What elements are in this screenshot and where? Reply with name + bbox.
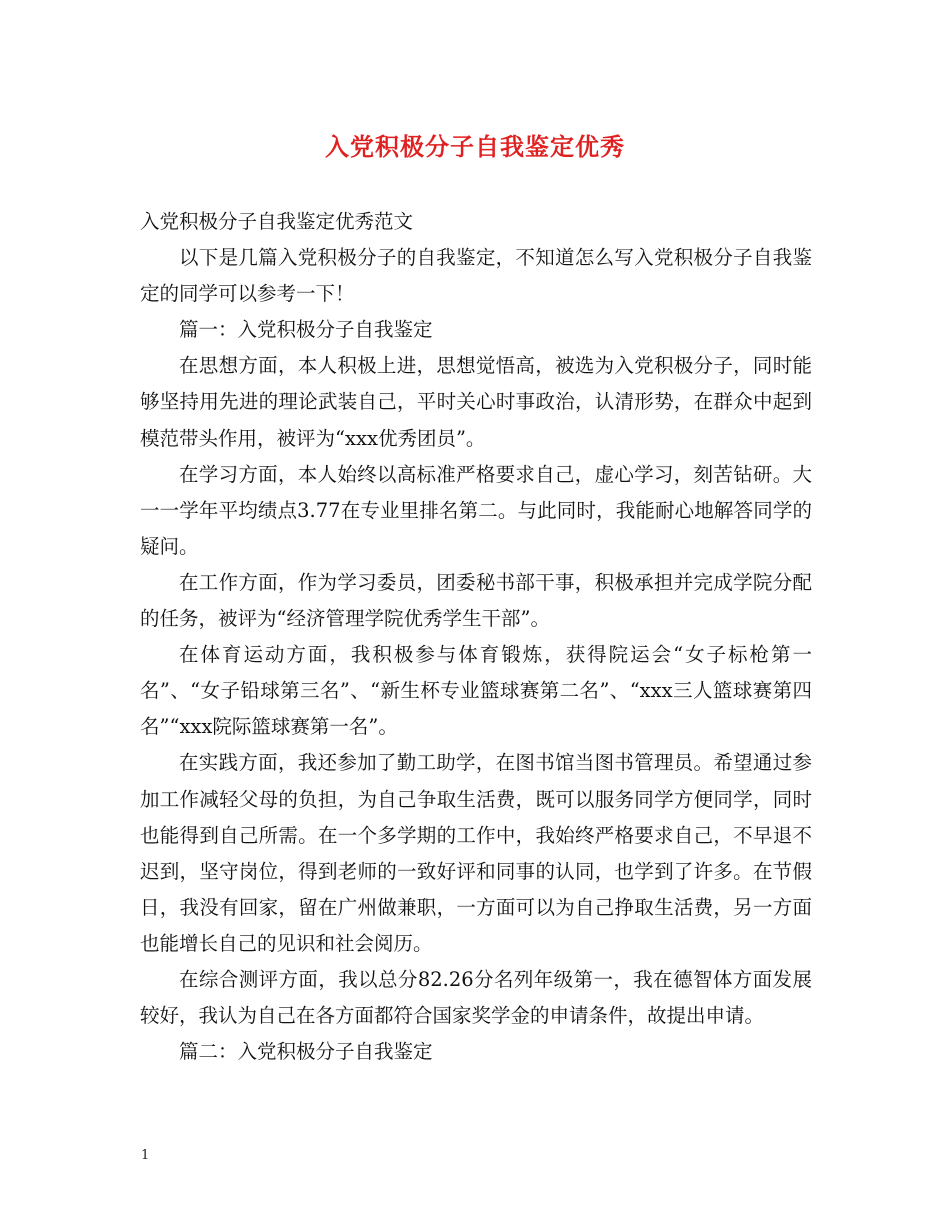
document-body — [140, 204, 812, 1070]
paragraph-ideology: 在思想方面，本人积极上进，思想觉悟高，被选为入党积极分子，同时能够坚持用先进的理论武装自己，平时关心时事政治，认清形势，在群众中起到模范带头作用，被评为“xxx优秀团员”。 — [140, 354, 812, 450]
section-heading-2: 篇二：入党积极分子自我鉴定 — [179, 1040, 433, 1064]
paragraph-study: 在学习方面，本人始终以高标准严格要求自己，虚心学习，刻苦钻研。大一一学年平均绩点3.77在专业里排名第二。与此同时，我能耐心地解答同学的疑问。 — [140, 462, 812, 558]
section-heading-1: 篇一：入党积极分子自我鉴定 — [179, 318, 433, 342]
paragraph-evaluation: 在综合测评方面，我以总分82.26分名列年级第一，我在德智体方面发展较好，我认为自己在各方面都符合国家奖学金的申请条件，故提出申请。 — [140, 967, 812, 1028]
page-number: 1 — [141, 1148, 150, 1163]
document-title: 入党积极分子自我鉴定优秀 — [325, 132, 625, 161]
paragraph-work: 在工作方面，作为学习委员，团委秘书部干事，积极承担并完成学院分配的任务，被评为“经济管理学院优秀学生干部”。 — [140, 570, 812, 631]
document-subtitle: 入党积极分子自我鉴定优秀范文 — [140, 210, 414, 233]
paragraph-intro: 以下是几篇入党积极分子的自我鉴定，不知道怎么写入党积极分子自我鉴定的同学可以参考一下！ — [140, 246, 812, 306]
paragraph-sports: 在体育运动方面，我积极参与体育锻炼，获得院运会“女子标枪第一名”、“女子铅球第三名”、“新生杯专业篮球赛第二名”、“xxx三人篮球赛第四名”“xxx院际篮球赛第一名”。 — [140, 643, 812, 739]
paragraph-practice: 在实践方面，我还参加了勤工助学，在图书馆当图书管理员。希望通过参加工作减轻父母的负担，为自己争取生活费，既可以服务同学方便同学，同时也能得到自己所需。在一个多学期的工作中，我始终严格要求自己，不早退不迟到，坚守岗位，得到老师的一致好评和同事的认同，也学到了许多。在节假日，我没有回家，留在广州做兼职，一方面可以为自己挣取生活费，另一方面也能增长自己的见识和社会阅历。 — [140, 751, 812, 955]
